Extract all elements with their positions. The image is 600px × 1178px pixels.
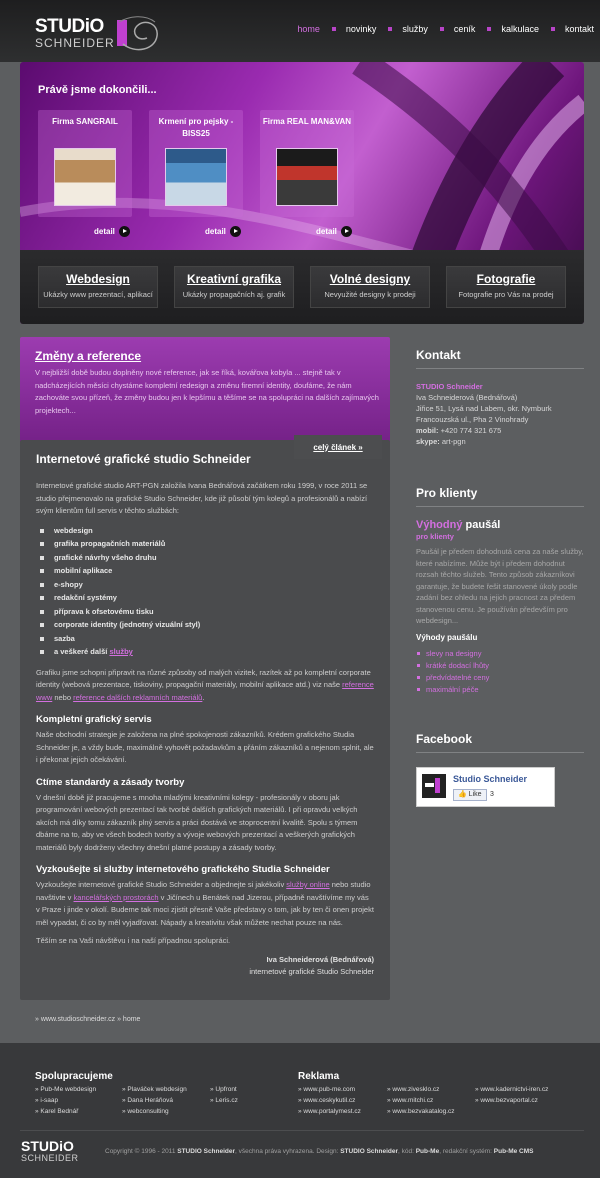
footer-link[interactable]: » Pub-Me webdesign	[35, 1086, 96, 1093]
breadcrumb[interactable]: » www.studioschneider.cz » home	[35, 1016, 141, 1023]
service-desc: Ukázky propagačních aj. grafik	[182, 290, 286, 299]
read-more-button[interactable]: celý článek »	[294, 435, 382, 459]
signature-name: Iva Schneiderová (Bednářová)	[266, 954, 374, 964]
footer-link[interactable]: » www.portalymest.cz	[298, 1108, 361, 1115]
pausal-text: Paušál je předem dohodnutá cena za naše služby, které nabízíme. Může být i předem dohodnut rozsah těchto služeb. Tento způsob zákazníkovi garantuje, že budete řešit stanovené úkoly podle zadání bez ohledu na jejich pracnost za předem stanovenou cenu. Je používán především pro webdesign...	[416, 547, 584, 625]
footer-spoluprace-title: Spolupracujeme	[35, 1071, 113, 1082]
paragraph-text: nebo studio navštivte v	[36, 880, 371, 902]
work-item[interactable]	[260, 110, 354, 217]
work-detail-link[interactable]	[316, 226, 352, 237]
list-item-text: a veškeré další	[54, 647, 108, 656]
service-title[interactable]: Webdesign	[66, 272, 130, 286]
klienti-heading: Pro klienty	[416, 486, 584, 507]
footer-link[interactable]: » Leris.cz	[210, 1097, 238, 1104]
service-title[interactable]: Fotografie	[476, 272, 536, 286]
arrow-right-icon	[119, 226, 130, 237]
work-item[interactable]	[149, 110, 243, 217]
paragraph-text: Grafiku jsme schopni připravit na různé způsoby od malých vizitek, razítek až po kompletní corporate identity (webová prezentace, tiskoviny, propagační materiály, mobilní aplikace atd.) viz naše	[36, 667, 371, 689]
logo-schneider-text: SCHNEIDER	[35, 36, 115, 50]
kontakt-name: Iva Schneiderová (Bednářová)	[416, 393, 518, 402]
kontakt-mobil-label: mobil:	[416, 426, 439, 435]
list-item: redakční systémy	[36, 591, 374, 605]
signature-role: internetové grafické Studio Schneider	[249, 967, 374, 976]
main-content	[20, 440, 390, 1000]
list-item: slevy na designy	[416, 648, 584, 660]
sidebar-kontakt	[416, 348, 584, 447]
facebook-like-count: 3	[490, 791, 494, 798]
copyright-text: , všechna práva vyhrazena. Design:	[235, 1148, 339, 1155]
service-title[interactable]: Volné designy	[329, 272, 411, 286]
footer-link[interactable]: » Plaváček webdesign	[122, 1086, 187, 1093]
pausal-title	[416, 519, 584, 531]
footer-link[interactable]: » www.kadernictvi-iren.cz	[475, 1086, 548, 1093]
kontakt-brand: STUDIO Schneider	[416, 382, 483, 391]
list-item: sazba	[36, 632, 374, 646]
service-volne-designy[interactable]	[310, 266, 430, 308]
kontakt-address2: Francouzská ul., Pha 2 Vinohrady	[416, 415, 529, 424]
list-item: corporate identity (jednotný vizuální styl)	[36, 618, 374, 632]
footer-link[interactable]: » www.zivesklo.cz	[387, 1086, 439, 1093]
footer-divider	[20, 1130, 584, 1131]
studio-logo-icon	[422, 774, 446, 798]
facebook-heading: Facebook	[416, 732, 584, 753]
detail-label: detail	[205, 227, 226, 236]
services-list	[36, 524, 374, 659]
work-detail-link[interactable]	[94, 226, 130, 237]
heading-standardy: Ctíme standardy a zásady tvorby	[36, 776, 185, 788]
work-thumbnail[interactable]	[276, 148, 338, 206]
signature	[36, 954, 374, 979]
vyzkousejte-paragraph	[36, 879, 374, 929]
work-detail-link[interactable]	[205, 226, 241, 237]
hero-banner	[20, 62, 584, 324]
reference-materialy-link[interactable]: reference dalších reklamních materiálů	[73, 692, 203, 702]
kontakt-address1: Jiřice 51, Lysá nad Labem, okr. Nymburk	[416, 404, 552, 413]
list-item: webdesign	[36, 524, 374, 538]
main-nav	[287, 24, 594, 34]
grafika-paragraph	[36, 667, 374, 705]
list-item	[36, 645, 374, 659]
kompletni-paragraph: Naše obchodní strategie je založena na plné spokojenosti zákazníků. Krédem grafického Studia Schneider je, a vždy bude, maximálně vyhovět požadavkům a přáním zákazníků a nejenom splnit, ale i překonat jejich očekávání.	[36, 730, 374, 764]
service-desc: Ukázky www prezentací, aplikací	[43, 290, 153, 299]
footer	[0, 1043, 600, 1178]
nav-kalkulace[interactable]: kalkulace	[501, 24, 539, 34]
facebook-like-button[interactable]: 👍 Like	[453, 789, 487, 801]
heading-vyzkousejte: Vyzkoušejte si služby internetového grafického Studia Schneider	[36, 864, 330, 875]
footer-link[interactable]: » webconsulting	[122, 1108, 169, 1115]
footer-logo-schneider: SCHNEIDER	[21, 1153, 79, 1163]
nav-sluzby[interactable]: služby	[402, 24, 428, 34]
reference-www-link[interactable]: reference www	[36, 680, 374, 702]
hero-title: Právě jsme dokončili...	[38, 84, 157, 96]
pausal-benefits-heading: Výhody paušálu	[416, 632, 478, 642]
pausal-subtitle: pro klienty	[416, 532, 454, 541]
paragraph-text: .	[202, 692, 205, 702]
copyright-text: , kód:	[398, 1148, 414, 1155]
footer-link[interactable]: » Karel Bednář	[35, 1108, 78, 1115]
list-item: grafika propagačních materiálů	[36, 537, 374, 551]
copyright-design: STUDIO Schneider	[340, 1148, 398, 1155]
nav-separator	[551, 27, 555, 31]
paragraph-text: nebo	[54, 692, 72, 702]
service-kreativni-grafika[interactable]	[174, 266, 294, 308]
tesime-paragraph: Těším se na Vaši návštěvu i na naší případnou spolupráci.	[36, 936, 231, 945]
nav-separator	[388, 27, 392, 31]
nav-kontakt[interactable]: kontakt	[564, 24, 594, 34]
copyright-text: , redakční systém:	[439, 1148, 492, 1155]
news-text: V nejbližší době budou doplněny nové reference, jak se říká, kovářova kobyla ... stejně tak v nadcházejících měsíci chystáme kompletní redesign a změnu firemní identity, doufáme, že nám zachováte svou přízeň, že změny budou jen k lepšímu a těšíme se na spolupráci na dalších zajímavých projektech...	[35, 368, 379, 415]
work-thumbnail[interactable]	[54, 148, 116, 206]
service-desc: Fotografie pro Vás na prodej	[458, 290, 554, 299]
service-fotografie[interactable]	[446, 266, 566, 308]
pausal-title-rest: paušál	[465, 519, 501, 531]
sidebar-facebook	[416, 732, 584, 807]
news-title[interactable]: Změny a reference	[35, 349, 142, 363]
list-item: e-shopy	[36, 578, 374, 592]
kontakt-skype-label: skype:	[416, 437, 440, 446]
logo[interactable]	[33, 14, 163, 56]
nav-cenik[interactable]: ceník	[453, 24, 476, 34]
list-item: mobilní aplikace	[36, 564, 374, 578]
kontakt-skype: art-pgn	[441, 437, 466, 446]
sluzby-online-link[interactable]: služby online	[286, 880, 330, 889]
heading-kompletni-servis: Kompletní grafický servis	[36, 714, 152, 725]
service-title[interactable]: Kreativní grafika	[186, 272, 282, 286]
sidebar-pro-klienty	[416, 486, 584, 696]
arrow-right-icon	[230, 226, 241, 237]
work-thumbnail[interactable]	[165, 148, 227, 206]
service-desc: Nevyužité designy k prodeji	[324, 290, 416, 299]
nav-separator	[332, 27, 336, 31]
nav-home[interactable]: home	[297, 24, 320, 34]
facebook-page-name[interactable]: Studio Schneider	[453, 774, 528, 784]
work-item[interactable]	[38, 110, 132, 217]
list-item: příprava k ofsetovému tisku	[36, 605, 374, 619]
list-item: grafické návrhy všeho druhu	[36, 551, 374, 565]
kontakt-heading: Kontakt	[416, 348, 584, 369]
pausal-benefits-list	[416, 648, 584, 696]
work-title: Firma REAL MAN&VAN	[262, 117, 352, 126]
kancelarske-prostory-link[interactable]: kancelářských prostorách	[73, 892, 159, 902]
footer-link[interactable]: » www.bezvakatalog.cz	[387, 1108, 455, 1115]
nav-novinky[interactable]: novinky	[345, 24, 377, 34]
work-title: Krmení pro pejsky - BISS25	[158, 117, 234, 138]
sluzby-link[interactable]: služby	[109, 647, 133, 656]
list-item: předvídatelné ceny	[416, 672, 584, 684]
detail-label: detail	[316, 227, 337, 236]
copyright-cms[interactable]: Pub-Me CMS	[493, 1148, 534, 1155]
footer-link[interactable]: » i-saap	[35, 1097, 58, 1104]
nav-separator	[440, 27, 444, 31]
nav-separator	[487, 27, 491, 31]
footer-link[interactable]: » www.bezvaportal.cz	[475, 1097, 538, 1104]
facebook-widget	[416, 767, 555, 807]
service-webdesign[interactable]	[38, 266, 158, 308]
list-item: maximální péče	[416, 684, 584, 696]
footer-logo[interactable]	[21, 1138, 101, 1168]
like-label: Like	[468, 791, 482, 798]
arrow-right-icon	[341, 226, 352, 237]
kontakt-mobil: +420 774 321 675	[440, 426, 502, 435]
header	[0, 0, 600, 62]
list-item: krátké dodací lhůty	[416, 660, 584, 672]
kontakt-details	[416, 381, 584, 447]
standardy-paragraph: V dnešní době již pracujeme s mnoha mladými kreativními kolegy - profesionály v oboru jak programování webových prezentací tak tvorbě dalších grafických materiálů. I při opravdu velkých akcích má díky tomu zákazník plný servis a práci dostává ve stoprocentní kvalitě. Spolu s týmem dbáme na to, aby ve všech bodech tvorby a vývoje webových prezentací a veškerých grafických materiálů byly dodrženy všechny dnešní platné postupy a zásady tvorby.	[36, 792, 358, 852]
copyright-brand: STUDIO Schneider	[177, 1148, 236, 1155]
footer-link[interactable]: » Upfront	[210, 1086, 237, 1093]
intro-paragraph: Internetové grafické studio ART-PGN založila Ivana Bednářová začátkem roku 1999, v roce 2011 se studio přejmenovalo na grafické Studio Schneider, kde již působí tým kolegů a profesionálů a nabízí svým klientům full servis v těchto službách:	[36, 481, 368, 515]
work-title: Firma SANGRAIL	[52, 117, 118, 126]
footer-reklama-title: Reklama	[298, 1071, 340, 1082]
logo-swirl-icon	[115, 14, 161, 56]
page-title: Internetové grafické studio Schneider	[36, 452, 251, 466]
copyright-text: Copyright © 1996 - 2011	[105, 1148, 176, 1155]
facebook-page-avatar[interactable]	[422, 774, 446, 798]
paragraph-text: Vyzkoušejte internetové grafické Studio Schneider a objednejte si jakékoliv	[36, 880, 285, 889]
paragraph-text: v Jičínech u Benátek nad Jizerou, případně navštívíme my vás v Praze i jinde v okolí. Budeme tak moci zjistit přesně Vaše představy o tom, jak by ten či onen projekt měl vypadat, či co by měl vyjadřovat. Nápady a kreativitu však můžete nechat pouze na nás.	[36, 892, 374, 927]
footer-link[interactable]: » www.pub-me.com	[298, 1086, 355, 1093]
copyright-code[interactable]: Pub-Me	[415, 1148, 440, 1155]
copyright	[105, 1148, 534, 1155]
footer-link[interactable]: » www.mitchi.cz	[387, 1097, 433, 1104]
services-strip	[20, 250, 584, 324]
detail-label: detail	[94, 227, 115, 236]
logo-studio-text: STUDiO	[35, 16, 104, 37]
pausal-title-highlight: Výhodný	[416, 519, 463, 531]
footer-logo-studio: STUDiO	[21, 1138, 74, 1154]
footer-link[interactable]: » Dana Heráňová	[122, 1097, 173, 1104]
footer-link[interactable]: » www.ceskykutil.cz	[298, 1097, 355, 1104]
